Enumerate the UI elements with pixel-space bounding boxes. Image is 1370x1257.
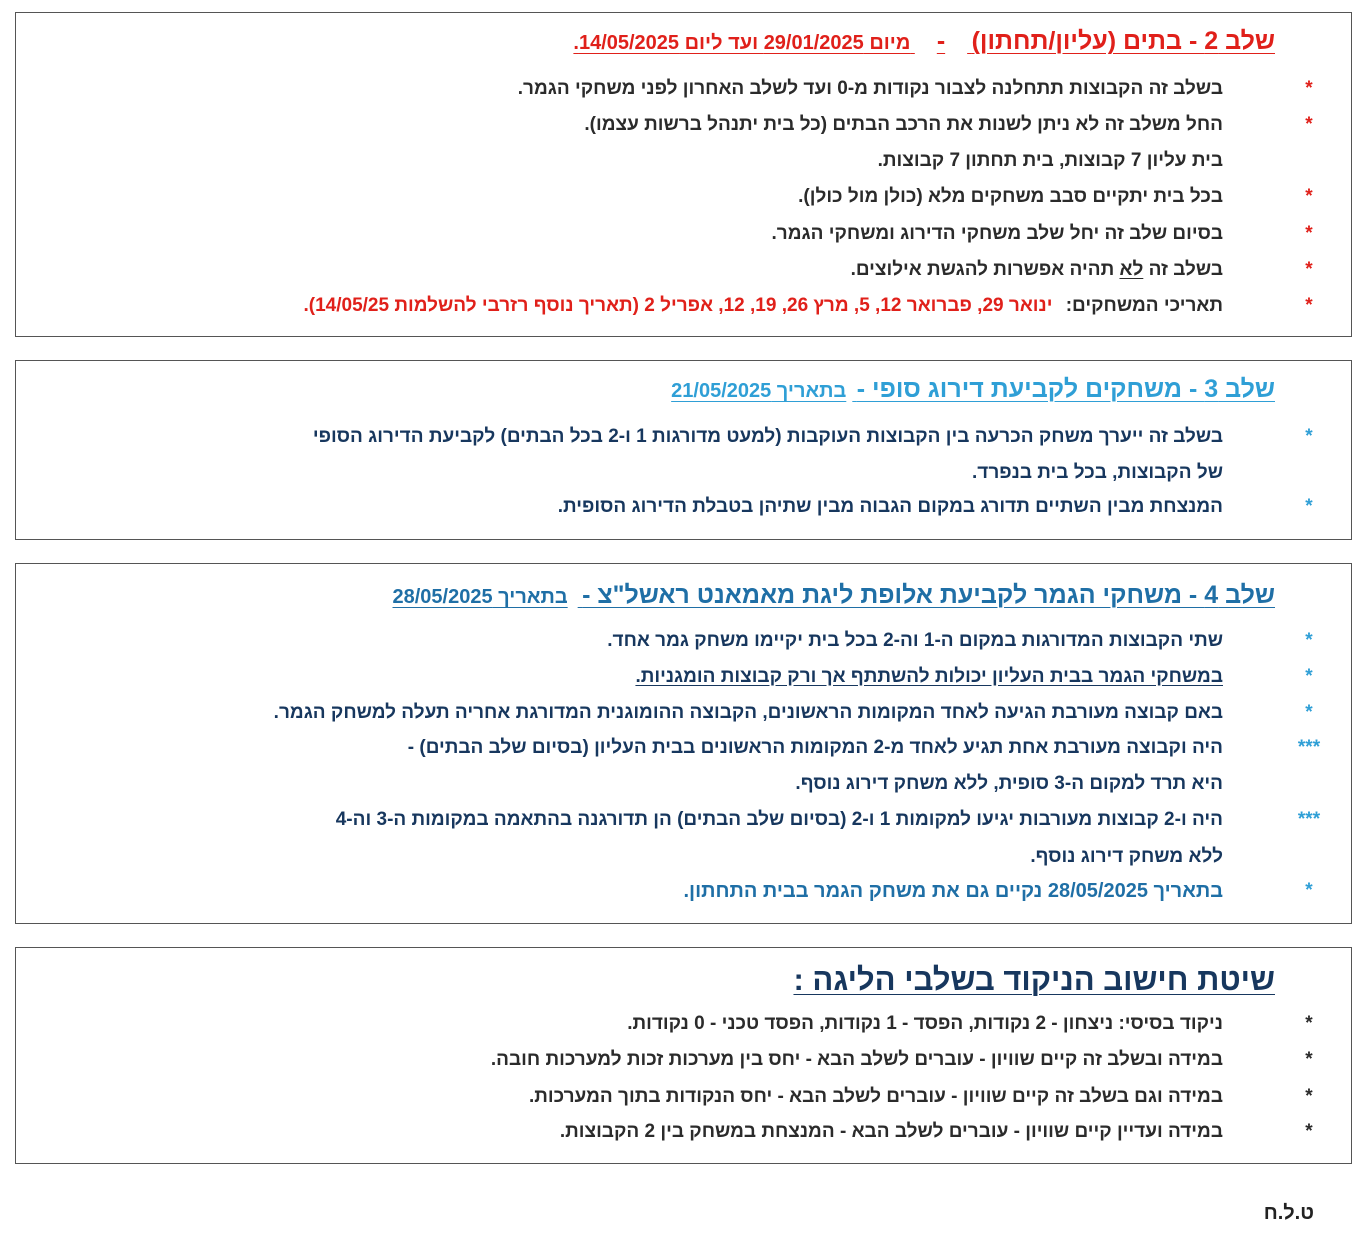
list-item-text: במידה ועדיין קיים שוויון - עוברים לשלב הבא - המנצחת במשחק בין 2 הקבוצות. bbox=[559, 1121, 1223, 1142]
text-part: בשלב זה bbox=[1143, 259, 1223, 280]
stage4-title-date: בתאריך 28/05/2025 bbox=[392, 586, 568, 608]
stage4-section bbox=[15, 563, 1352, 924]
bullet-asterisk: * bbox=[1305, 426, 1313, 447]
list-item-text: בית עליון 7 קבוצות, בית תחתון 7 קבוצות. bbox=[877, 150, 1223, 171]
list-item-text: בשלב זה ייערך משחק הכרעה בין הקבוצות העוקבות (למעט מדורגות 1 ו-2 בכל הבתים) לקביעת הדירוג הסופי bbox=[312, 426, 1223, 447]
stage2-title-main: שלב 2 - בתים (עליון/תחתון) bbox=[971, 27, 1275, 55]
bullet-asterisk: * bbox=[1305, 186, 1313, 207]
list-item-text: במידה וגם בשלב זה קיים שוויון - עוברים לשלב הבא - יחס הנקודות בתוך המערכות. bbox=[529, 1086, 1223, 1107]
bullet-asterisk: * bbox=[1305, 666, 1313, 687]
list-item-text: היה וקבוצה מעורבת אחת תגיע לאחד מ-2 המקומות הראשונים בבית העליון (בסיום שלב הבתים) - bbox=[407, 737, 1223, 758]
bullet-asterisk: * bbox=[1305, 1049, 1313, 1070]
bullet-asterisk: * bbox=[1305, 259, 1313, 280]
stage3-title-date: בתאריך 21/05/2025 bbox=[671, 380, 847, 402]
list-item-text: המנצחת מבין השתיים תדורג במקום הגבוה מבין שתיהן בטבלת הדירוג הסופית. bbox=[557, 496, 1223, 517]
list-item-text: ניקוד בסיסי: ניצחון - 2 נקודות, הפסד - 1 נקודות, הפסד טכני - 0 נקודות. bbox=[627, 1013, 1223, 1034]
list-item-text: היה ו-2 קבוצות מעורבות יגיעו למקומות 1 ו-2 (בסיום שלב הבתים) הן תדורגנה בהתאמה במקומות ה-3 וה-4 bbox=[335, 809, 1223, 830]
bullet-asterisk: * bbox=[1305, 702, 1313, 723]
list-item-text: במידה ובשלב זה קיים שוויון - עוברים לשלב הבא - יחס בין מערכות זכות למערכות חובה. bbox=[490, 1049, 1223, 1070]
list-item-text: בסיום שלב זה יחל שלב משחקי הדירוג ומשחקי הגמר. bbox=[771, 223, 1223, 244]
bullet-asterisk: * bbox=[1305, 880, 1313, 901]
bullet-triple-asterisk: *** bbox=[1297, 737, 1321, 758]
stage2-section bbox=[15, 12, 1352, 337]
list-item-text: ללא משחק דירוג נוסף. bbox=[1030, 846, 1223, 867]
stage3-section bbox=[15, 360, 1352, 540]
stage3-title-main: שלב 3 - משחקים לקביעת דירוג סופי - bbox=[856, 375, 1275, 403]
list-item-text: בכל בית יתקיים סבב משחקים מלא (כולן מול כולן). bbox=[798, 186, 1223, 207]
scoring-title bbox=[793, 962, 1275, 998]
bullet-asterisk: * bbox=[1305, 630, 1313, 651]
list-item-text: באם קבוצה מעורבת הגיעה לאחד המקומות הראשונים, הקבוצה ההומוגנית המדורגת אחריה תעלה למשחק הגמר. bbox=[273, 702, 1223, 723]
emphasis-text: לא bbox=[1119, 259, 1144, 280]
scoring-section bbox=[15, 947, 1352, 1164]
bullet-asterisk: * bbox=[1305, 114, 1313, 135]
list-item-text: היא תרד למקום ה-3 סופית, ללא משחק דירוג נוסף. bbox=[795, 773, 1223, 794]
dates-label: תאריכי המשחקים: bbox=[1065, 295, 1223, 316]
stage4-title bbox=[393, 581, 1276, 610]
stage3-title bbox=[671, 375, 1275, 404]
bullet-asterisk: * bbox=[1305, 223, 1313, 244]
bullet-asterisk: * bbox=[1305, 1121, 1313, 1142]
bullet-triple-asterisk: *** bbox=[1297, 809, 1321, 830]
bullet-asterisk: * bbox=[1305, 496, 1313, 517]
list-item-text: בתאריך 28/05/2025 נקיים גם את משחק הגמר בבית התחתון. bbox=[683, 880, 1223, 902]
bullet-asterisk: * bbox=[1305, 295, 1313, 316]
stage2-title-separator: - bbox=[936, 27, 946, 55]
list-item-text bbox=[303, 294, 1223, 318]
list-item-text: של הקבוצות, בכל בית בנפרד. bbox=[972, 462, 1223, 483]
dates-value: ינואר 29, פברואר 12, 5, מרץ 26, 19, 12, אפריל 2 (תאריך נוסף רזרבי להשלמות 14/05/25). bbox=[303, 295, 1053, 316]
stage2-title bbox=[573, 27, 1275, 56]
bullet-asterisk: * bbox=[1305, 1013, 1313, 1034]
scoring-title-text: שיטת חישוב הניקוד בשלבי הליגה : bbox=[793, 962, 1275, 997]
stage4-title-main: שלב 4 - משחקי הגמר לקביעת אלופת ליגת מאמאנט ראשל"צ - bbox=[582, 581, 1275, 609]
footer-note: ט.ל.ח bbox=[1263, 1202, 1314, 1224]
stage2-title-dates: מיום 29/01/2025 ועד ליום 14/05/2025. bbox=[573, 32, 911, 54]
text-part: תהיה אפשרות להגשת אילוצים. bbox=[850, 259, 1120, 280]
list-item-text: החל משלב זה לא ניתן לשנות את הרכב הבתים (כל בית יתנהל ברשות עצמו). bbox=[584, 114, 1223, 135]
list-item-text bbox=[851, 258, 1223, 282]
bullet-asterisk: * bbox=[1305, 1086, 1313, 1107]
bullet-asterisk: * bbox=[1305, 78, 1313, 99]
list-item-text: שתי הקבוצות המדורגות במקום ה-1 וה-2 בכל בית יקיימו משחק גמר אחד. bbox=[607, 630, 1223, 651]
list-item-text: בשלב זה הקבוצות תתחלנה לצבור נקודות מ-0 ועד לשלב האחרון לפני משחקי הגמר. bbox=[517, 78, 1223, 99]
list-item-text: במשחקי הגמר בבית העליון יכולות להשתתף אך ורק קבוצות הומגניות. bbox=[635, 666, 1223, 687]
